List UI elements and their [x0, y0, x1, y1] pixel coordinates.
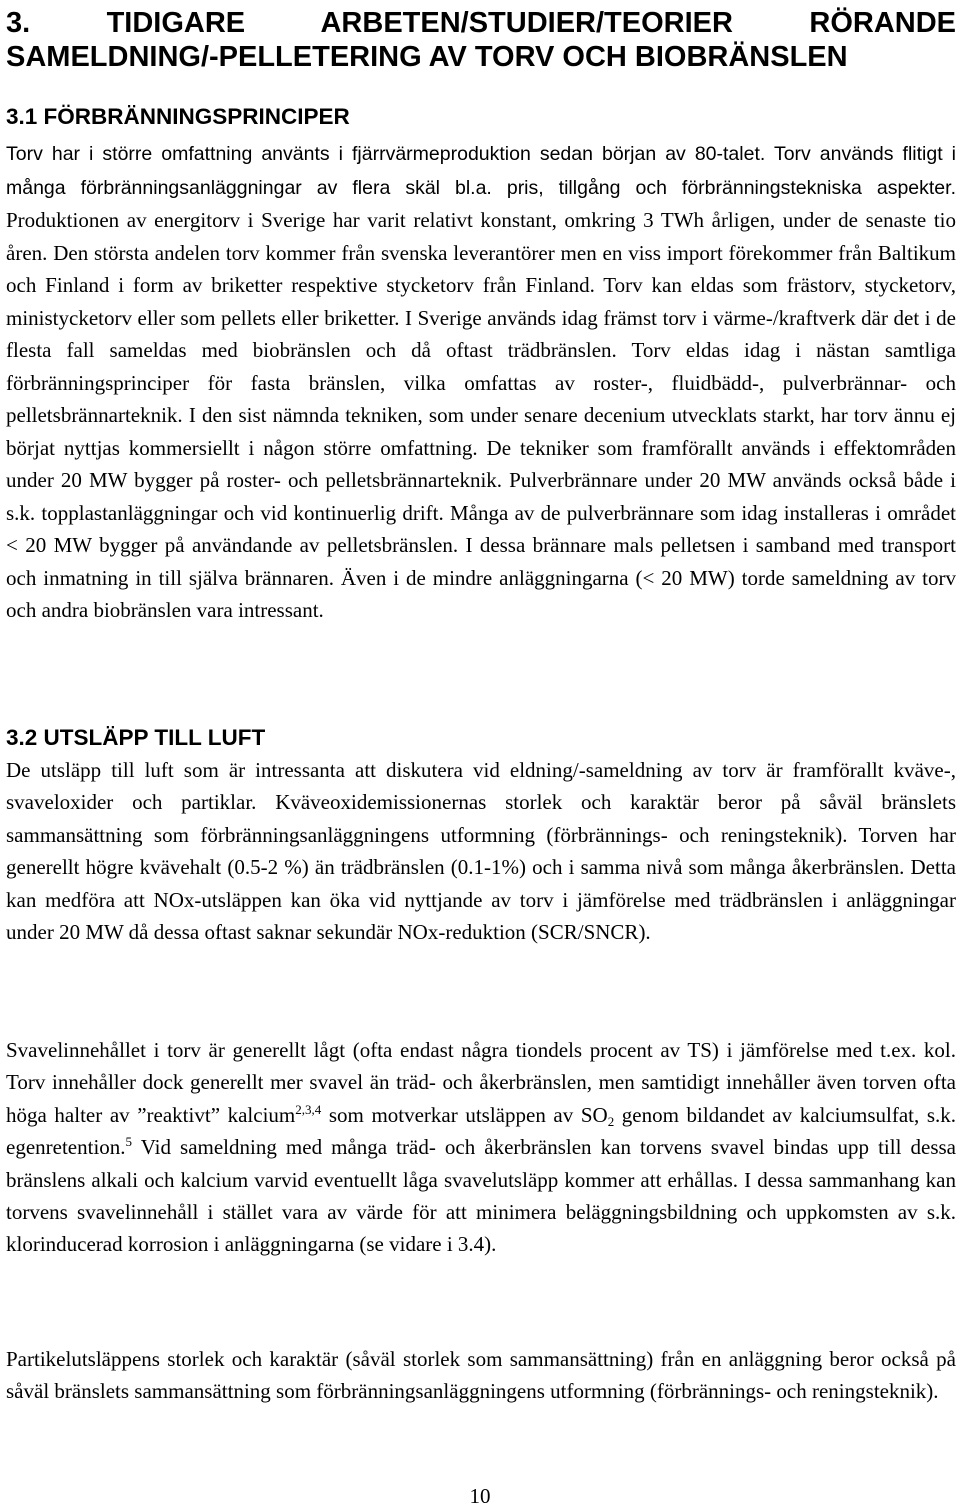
section-3-1-title: 3.1 FÖRBRÄNNINGSPRINCIPER — [6, 104, 350, 129]
paragraph-text: genom bildandet av kalciumsulfat, s.k. egenretention. — [6, 1102, 957, 1160]
footnote-ref: 2,3,4 — [295, 1101, 322, 1117]
section-3-2-paragraph-1: De utsläpp till luft som är intressanta att diskutera vid eldning/-sameldning av torv är framförallt kväve-, svaveloxider och partiklar. Kväveoxidemissionernas storlek och karaktär beror på såväl bränslets sammansättning som förbränningsanläggningens utformning (förbrännings- och reningsteknik). Torven har generellt högre kvävehalt (0.5-2 %) än trädbränslen (0.1-1%) och i samma nivå som många åkerbränslen. Detta kan medföra att NOx-utsläppen kan öka vid nyttjande av torv i jämförelse med trädbränslen i anläggningar under 20 MW då dessa oftast saknar sekundär NOx-reduktion (SCR/SNCR). — [6, 758, 956, 945]
section-3-1-body-text: Produktionen av energitorv i Sverige har varit relativt konstant, omkring 3 TWh årligen, under de senaste tio åren. Den största andelen torv kommer från svenska leverantörer men en viss import förekommer från Baltikum och Finland i form av briketter respektive stycketorv från Finland. Torv kan eldas som frästorv, stycketorv, ministycketorv eller som pellets eller briketter. I Sverige används idag främst torv i värme-/kraftverk där det i de flesta fall sameldas med biobränslen och då oftast trädbränslen. Torv eldas idag i nästan samtliga förbränningsprinciper för fasta bränslen, vilka omfattas av roster-, fluidbädd-, pulverbrännar- och pelletsbrännarteknik. I den sist nämnda tekniken, som under senare decenium utvecklats starkt, har torv ännu ej börjat nyttjas kommersiellt i någon större omfattning. De tekniker som framförallt används i effektområden under 20 MW bygger på roster- och pelletsbrännarteknik. Pulverbrännare under 20 MW används också både i s.k. topplastanläggningar och vid kontinuerlig drift. Många av de pulverbrännare som idag installeras i området < 20 MW bygger på användande av pelletsbränslen. I dessa brännare mals pelletsen i samband med transport och inmatning in till själva brännaren. Även i de mindre anläggningarna (< 20 MW) torde sameldning av torv och andra biobränslen vara intressant. — [6, 208, 956, 622]
section-3-1-paragraph — [6, 137, 956, 627]
subscript: 2 — [607, 1113, 615, 1129]
chapter-heading: 3. TIDIGARE ARBETEN/STUDIER/TEORIER RÖRANDE SAMELDNING/-PELLETERING AV TORV OCH BIOBRÄNSLEN — [6, 7, 956, 73]
section-3-2-title: 3.2 UTSLÄPP TILL LUFT — [6, 725, 266, 750]
section-3-2-paragraph-2 — [6, 1034, 956, 1261]
page-number: 10 — [469, 1484, 491, 1508]
section-3-1-intro-text: Torv har i större omfattning använts i fjärrvärmeproduktion sedan början av 80-talet. Torv används flitigt i många förbränningsanläggningar av flera skäl bl.a. pris, tillgång och förbränningstekniska aspekter. — [6, 143, 956, 199]
section-3-2-paragraph-3: Partikelutsläppens storlek och karaktär (såväl storlek som sammansättning) från en anläggning beror också på såväl bränslets sammansättning som förbränningsanläggningens utformning (förbrännings- och reningsteknik). — [6, 1347, 956, 1403]
footnote-ref: 5 — [125, 1134, 133, 1150]
paragraph-text: Svavelinnehållet i torv är generellt lågt (ofta endast några tiondels procent av TS) i jämförelse med t.ex. kol. Torv innehåller dock generellt mer svavel än träd- och åkerbränslen, men samtidigt innehåller även torven ofta höga halter av ”reaktivt” kalcium — [6, 1038, 956, 1127]
paragraph-text: som motverkar utsläppen av SO — [321, 1102, 608, 1127]
paragraph-text: Vid sameldning med många träd- och åkerbränslen kan torvens svavel bindas upp till dessa bränslens alkali och kalcium varvid eventuellt låga svavelutsläpp kommer att erhållas. I dessa sammanhang kan torvens svavelinnehåll i stället vara av värde för att minimera beläggningsbildning och uppkomsten av s.k. klorinducerad korrosion i anläggningarna (se vidare i 3.4). — [6, 1135, 956, 1257]
